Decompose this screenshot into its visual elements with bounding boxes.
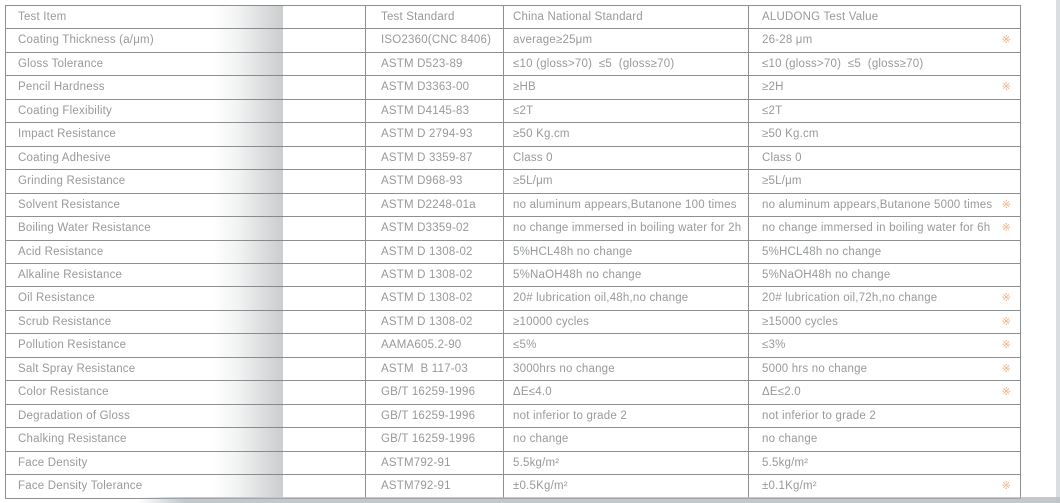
table-row bbox=[6, 381, 1021, 404]
cell-aludong-test-value bbox=[749, 99, 1021, 122]
table-row bbox=[6, 404, 1021, 427]
aludong-value-text: 5%NaOH48h no change bbox=[762, 268, 891, 281]
cell-aludong-test-value bbox=[749, 76, 1021, 99]
cell-china-national-standard: ≤10 (gloss>70) ≤5 (gloss≥70) bbox=[504, 52, 749, 75]
cell-china-national-standard: ΔE≤4.0 bbox=[504, 381, 749, 404]
cell-aludong-test-value bbox=[749, 193, 1021, 216]
highlight-asterisk-icon: ※ bbox=[1001, 362, 1011, 375]
highlight-asterisk-icon: ※ bbox=[1001, 198, 1011, 211]
cell-china-national-standard: not inferior to grade 2 bbox=[504, 404, 749, 427]
cell-test-standard: ASTM D 3359-87 bbox=[366, 146, 504, 169]
table-row bbox=[6, 29, 1021, 52]
aludong-value-text: ≥2H bbox=[762, 81, 784, 94]
cell-test-standard: GB/T 16259-1996 bbox=[366, 381, 504, 404]
cell-china-national-standard: 5%NaOH48h no change bbox=[504, 263, 749, 286]
cell-test-item: Color Resistance bbox=[6, 381, 366, 404]
table-row bbox=[6, 123, 1021, 146]
table-row bbox=[6, 217, 1021, 240]
aludong-value-text: no aluminum appears,Butanone 5000 times bbox=[762, 198, 993, 211]
cell-test-item: Scrub Resistance bbox=[6, 310, 366, 333]
spec-table bbox=[5, 5, 1021, 499]
cell-test-item: Pencil Hardness bbox=[6, 76, 366, 99]
cell-china-national-standard: no change bbox=[504, 428, 749, 451]
table-row bbox=[6, 146, 1021, 169]
aludong-value-text: ≥15000 cycles bbox=[762, 315, 839, 328]
cell-aludong-test-value bbox=[749, 52, 1021, 75]
highlight-asterisk-icon: ※ bbox=[1001, 222, 1011, 235]
highlight-asterisk-icon: ※ bbox=[1001, 386, 1011, 399]
aludong-value-text: ≥5L/μm bbox=[762, 175, 802, 188]
aludong-value-text: 5.5kg/m² bbox=[762, 456, 809, 469]
cell-china-national-standard: no aluminum appears,Butanone 100 times bbox=[504, 193, 749, 216]
cell-test-standard: ASTM B 117-03 bbox=[366, 357, 504, 380]
highlight-asterisk-icon: ※ bbox=[1001, 34, 1011, 47]
cell-aludong-test-value bbox=[749, 475, 1021, 498]
cell-china-national-standard: 3000hrs no change bbox=[504, 357, 749, 380]
cell-test-item: Coating Adhesive bbox=[6, 146, 366, 169]
aludong-value-text: 5000 hrs no change bbox=[762, 362, 868, 375]
cell-aludong-test-value bbox=[749, 240, 1021, 263]
cell-china-national-standard: ≤2T bbox=[504, 99, 749, 122]
table-row bbox=[6, 99, 1021, 122]
right-edge-shadow bbox=[1056, 0, 1060, 503]
aludong-value-text: ±0.1Kg/m² bbox=[762, 480, 817, 493]
cell-china-national-standard: 5.5kg/m² bbox=[504, 451, 749, 474]
aludong-value-text: Class 0 bbox=[762, 151, 802, 164]
table-row bbox=[6, 52, 1021, 75]
cell-test-standard: ASTM D 1308-02 bbox=[366, 240, 504, 263]
cell-test-standard: ASTM D 1308-02 bbox=[366, 310, 504, 333]
cell-aludong-test-value bbox=[749, 170, 1021, 193]
aludong-value-text: no change immersed in boiling water for 6h bbox=[762, 222, 991, 235]
cell-aludong-test-value bbox=[749, 310, 1021, 333]
cell-test-item: Coating Flexibility bbox=[6, 99, 366, 122]
highlight-asterisk-icon: ※ bbox=[1001, 480, 1011, 493]
cell-china-national-standard: ≥10000 cycles bbox=[504, 310, 749, 333]
cell-test-item: Acid Resistance bbox=[6, 240, 366, 263]
highlight-asterisk-icon: ※ bbox=[1001, 81, 1011, 94]
header-row bbox=[6, 6, 1021, 29]
cell-aludong-test-value bbox=[749, 357, 1021, 380]
cell-aludong-test-value bbox=[749, 428, 1021, 451]
table-row bbox=[6, 240, 1021, 263]
cell-china-national-standard: ≥5L/μm bbox=[504, 170, 749, 193]
cell-aludong-test-value bbox=[749, 217, 1021, 240]
highlight-asterisk-icon: ※ bbox=[1001, 339, 1011, 352]
cell-test-item: Pollution Resistance bbox=[6, 334, 366, 357]
aludong-value-text: ≤10 (gloss>70) ≤5 (gloss≥70) bbox=[762, 57, 924, 70]
cell-aludong-test-value bbox=[749, 451, 1021, 474]
column-header-test-item: Test Item bbox=[6, 6, 366, 29]
table-row bbox=[6, 193, 1021, 216]
table-row bbox=[6, 357, 1021, 380]
aludong-value-text: not inferior to grade 2 bbox=[762, 409, 876, 422]
aludong-value-text: 26-28 μm bbox=[762, 34, 813, 47]
cell-test-item: Oil Resistance bbox=[6, 287, 366, 310]
cell-aludong-test-value bbox=[749, 404, 1021, 427]
column-header-test-standard: Test Standard bbox=[366, 6, 504, 29]
cell-test-standard: ISO2360(CNC 8406) bbox=[366, 29, 504, 52]
cell-china-national-standard: ±0.5Kg/m² bbox=[504, 475, 749, 498]
cell-test-item: Gloss Tolerance bbox=[6, 52, 366, 75]
cell-china-national-standard: average≥25μm bbox=[504, 29, 749, 52]
cell-china-national-standard: ≥HB bbox=[504, 76, 749, 99]
cell-test-item: Impact Resistance bbox=[6, 123, 366, 146]
table-row bbox=[6, 475, 1021, 498]
table-row bbox=[6, 76, 1021, 99]
cell-test-standard: ASTM D 1308-02 bbox=[366, 287, 504, 310]
cell-test-item: Chalking Resistance bbox=[6, 428, 366, 451]
cell-china-national-standard: ≤5% bbox=[504, 334, 749, 357]
cell-aludong-test-value bbox=[749, 381, 1021, 404]
cell-test-item: Degradation of Gloss bbox=[6, 404, 366, 427]
table-row bbox=[6, 263, 1021, 286]
cell-test-item: Face Density Tolerance bbox=[6, 475, 366, 498]
aludong-value-text: no change bbox=[762, 433, 818, 446]
table-row bbox=[6, 310, 1021, 333]
cell-test-item: Coating Thickness (a/μm) bbox=[6, 29, 366, 52]
column-header-aludong-test-value: ALUDONG Test Value bbox=[749, 6, 1021, 29]
cell-china-national-standard: 20# lubrication oil,48h,no change bbox=[504, 287, 749, 310]
aludong-value-text: ≤2T bbox=[762, 104, 783, 117]
cell-test-standard: ASTM D 2794-93 bbox=[366, 123, 504, 146]
cell-test-item: Face Density bbox=[6, 451, 366, 474]
aludong-value-text: 5%HCL48h no change bbox=[762, 245, 882, 258]
column-header-china-national-standard: China National Standard bbox=[504, 6, 749, 29]
spec-table-body bbox=[6, 29, 1021, 498]
cell-test-item: Alkaline Resistance bbox=[6, 263, 366, 286]
aludong-value-text: ΔE≤2.0 bbox=[762, 386, 801, 399]
cell-test-item: Salt Spray Resistance bbox=[6, 357, 366, 380]
cell-test-standard: GB/T 16259-1996 bbox=[366, 404, 504, 427]
cell-test-standard: ASTM D4145-83 bbox=[366, 99, 504, 122]
cell-test-standard: ASTM792-91 bbox=[366, 451, 504, 474]
cell-test-standard: ASTM D523-89 bbox=[366, 52, 504, 75]
highlight-asterisk-icon: ※ bbox=[1001, 315, 1011, 328]
cell-china-national-standard: 5%HCL48h no change bbox=[504, 240, 749, 263]
cell-aludong-test-value bbox=[749, 287, 1021, 310]
cell-aludong-test-value bbox=[749, 146, 1021, 169]
table-row bbox=[6, 170, 1021, 193]
cell-test-standard: ASTM D3359-02 bbox=[366, 217, 504, 240]
table-row bbox=[6, 428, 1021, 451]
table-row bbox=[6, 334, 1021, 357]
cell-test-standard: GB/T 16259-1996 bbox=[366, 428, 504, 451]
table-row bbox=[6, 287, 1021, 310]
cell-aludong-test-value bbox=[749, 334, 1021, 357]
aludong-value-text: 20# lubrication oil,72h,no change bbox=[762, 292, 938, 305]
cell-test-standard: ASTM D968-93 bbox=[366, 170, 504, 193]
cell-aludong-test-value bbox=[749, 29, 1021, 52]
table-row bbox=[6, 451, 1021, 474]
cell-test-standard: AAMA605.2-90 bbox=[366, 334, 504, 357]
cell-test-standard: ASTM D 1308-02 bbox=[366, 263, 504, 286]
cell-test-item: Grinding Resistance bbox=[6, 170, 366, 193]
cell-test-standard: ASTM D3363-00 bbox=[366, 76, 504, 99]
cell-china-national-standard: ≥50 Kg.cm bbox=[504, 123, 749, 146]
cell-test-standard: ASTM792-91 bbox=[366, 475, 504, 498]
aludong-value-text: ≥50 Kg.cm bbox=[762, 128, 819, 141]
cell-china-national-standard: no change immersed in boiling water for 2h bbox=[504, 217, 749, 240]
cell-test-item: Boiling Water Resistance bbox=[6, 217, 366, 240]
cell-test-standard: ASTM D2248-01a bbox=[366, 193, 504, 216]
cell-aludong-test-value bbox=[749, 263, 1021, 286]
cell-aludong-test-value bbox=[749, 123, 1021, 146]
aludong-value-text: ≤3% bbox=[762, 339, 786, 352]
cell-test-item: Solvent Resistance bbox=[6, 193, 366, 216]
cell-china-national-standard: Class 0 bbox=[504, 146, 749, 169]
highlight-asterisk-icon: ※ bbox=[1001, 292, 1011, 305]
